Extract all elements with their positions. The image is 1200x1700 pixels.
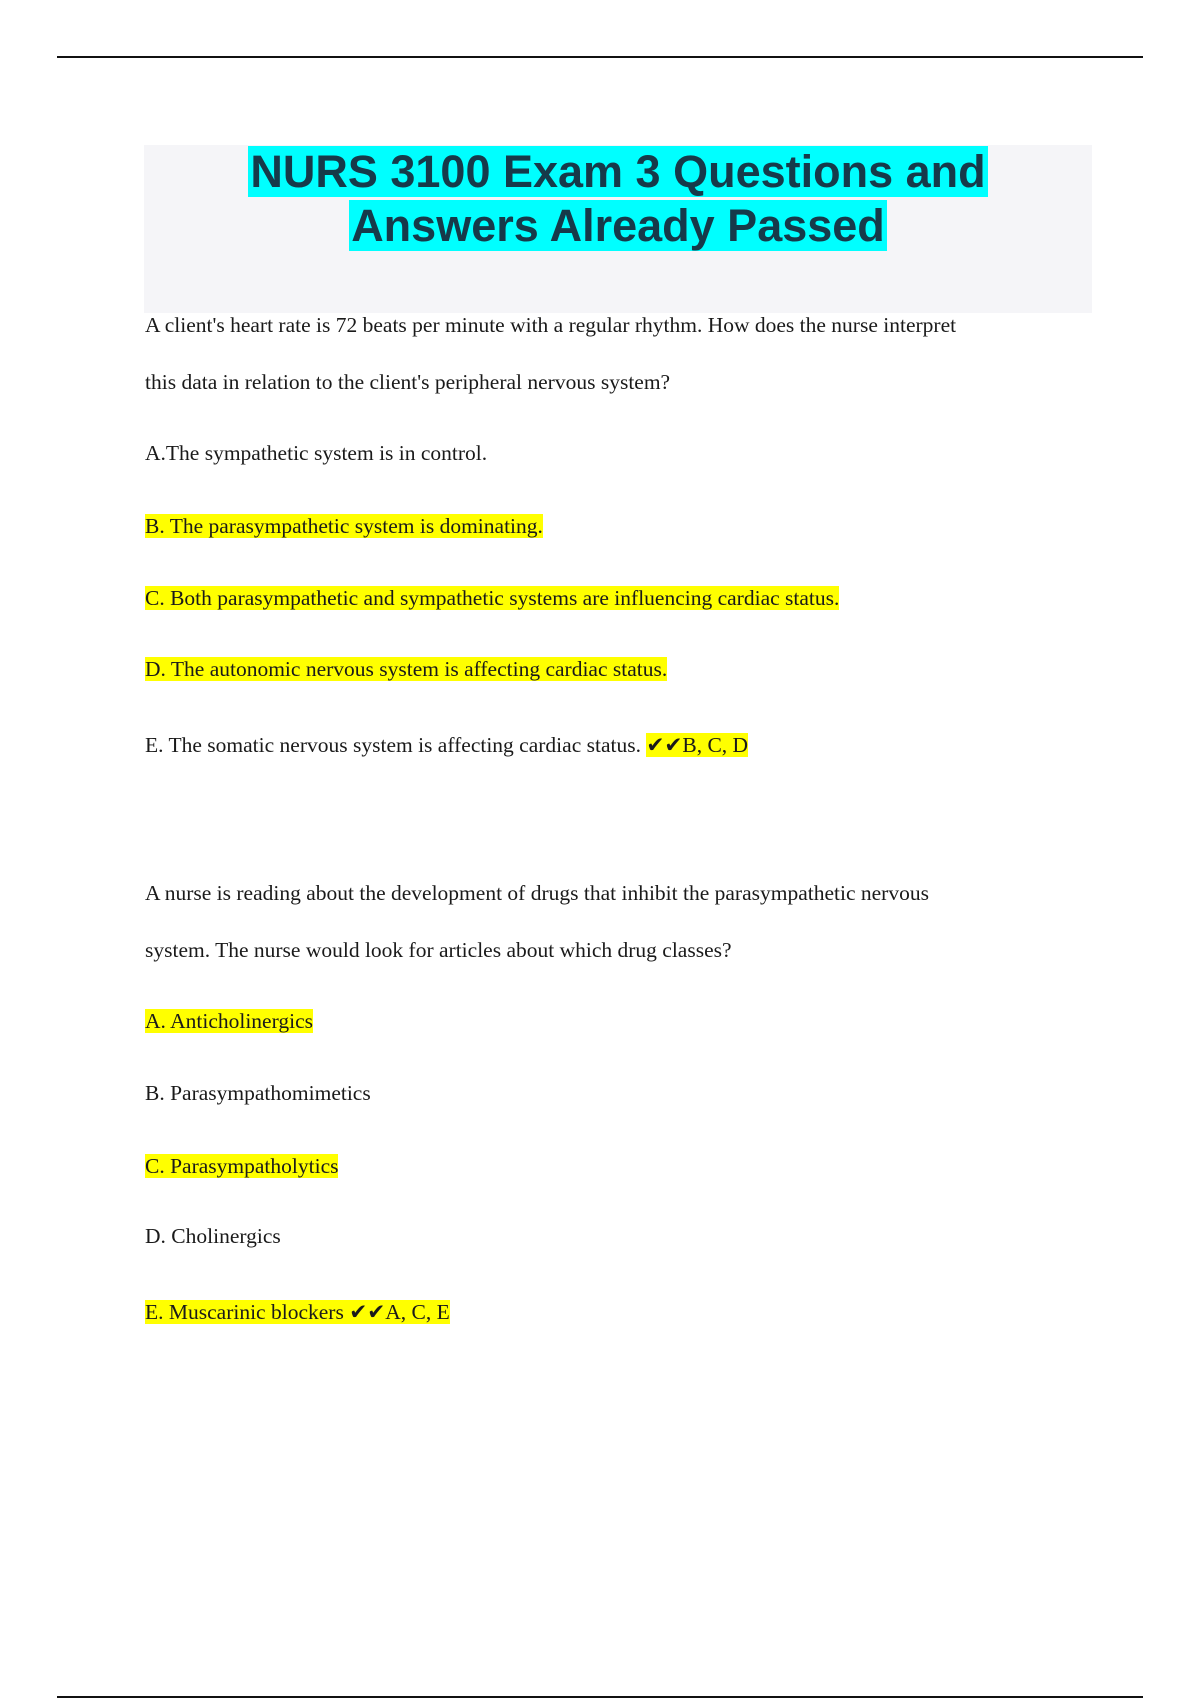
top-rule [57,56,1143,58]
option-e-text: E. The somatic nervous system is affecting cardiac status. [145,733,641,757]
option-e-highlight [145,1300,450,1324]
option-b-highlight: B. The parasympathetic system is dominating. [145,514,543,538]
question-1-option-a: A.The sympathetic system is in control. [145,441,488,465]
question-2-option-e [145,1297,450,1327]
question-2-option-a [145,1006,313,1036]
question-2-answer-key: ✔✔A, C, E [349,1300,450,1324]
question-2-option-b: B. Parasympathomimetics [145,1081,371,1105]
question-1-option-d [145,654,667,684]
bottom-rule [57,1696,1143,1698]
question-2-option-d: D. Cholinergics [145,1224,281,1248]
question-1-stem-line-1: A client's heart rate is 72 beats per minute with a regular rhythm. How does the nurse interpret [145,313,957,337]
option-c-highlight: C. Parasympatholytics [145,1154,339,1178]
question-1-option-e [145,730,748,760]
question-1-option-b [145,511,543,541]
option-e-text: E. Muscarinic blockers [145,1300,344,1324]
question-2-stem-line-1: A nurse is reading about the development of drugs that inhibit the parasympathetic nervous [145,881,929,905]
question-2-stem-line-2: system. The nurse would look for articles about which drug classes? [145,938,732,962]
question-1-option-c [145,583,839,613]
option-d-highlight: D. The autonomic nervous system is affecting cardiac status. [145,657,668,681]
question-2-option-c [145,1151,338,1181]
title-line-1: NURS 3100 Exam 3 Questions and [250,146,986,197]
option-c-highlight: C. Both parasympathetic and sympathetic systems are influencing cardiac status. [145,586,840,610]
title-line-2: Answers Already Passed [351,200,885,251]
question-1-answer-key: ✔✔B, C, D [646,733,749,757]
page-title [144,145,1092,253]
question-1-stem-line-2: this data in relation to the client's peripheral nervous system? [145,370,671,394]
option-a-highlight: A. Anticholinergics [145,1009,314,1033]
